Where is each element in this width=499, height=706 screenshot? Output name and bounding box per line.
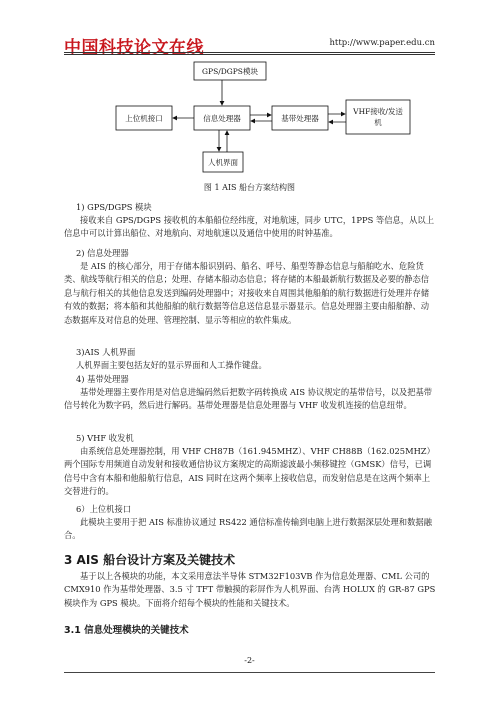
section-6 — [76, 503, 432, 516]
section-4-body: 基带处理器主要作用是对信息进编码然后把数字码转换成 AIS 协议规定的基带信号，以及把基带信号转化为数字码，然后进行解码。基带处理器是信息处理器与 VHF 收发机连接的信息纽带。 — [64, 387, 433, 411]
baseband-label: 基带处理器 — [281, 114, 319, 123]
upper-label: 上位机接口 — [125, 114, 163, 123]
section-6-body-wrap — [64, 516, 436, 543]
section-4 — [76, 373, 432, 386]
section-3-intro: 基于以上各模块的功能，本文采用意法半导体 STM32F103VB 作为信息处理器、CML 公司的 CMX910 作为基带处理器、3.5 寸 TFT 带触摸的彩屏作为人机界面、台湾 HOLUX 的 GR-87 GPS 模块作为 GPS 模块。下面将介绍每个模块的性能和关键技术。 — [64, 571, 436, 608]
figure-caption: 图 1 AIS 船台方案结构图 — [203, 183, 296, 192]
section-5-body: 由系统信息处理器控制，用 VHF CH87B（161.945MHZ）、VHF CH88B（162.025MHZ）两个国际专用频道自动发射和接收通信协议方案规定的高斯滤波最小频移键控（GMSK）信号，已调信号中含有本船和他船航行信息，AIS 同时在这两个频率上接收信息，而发射信息是在这两个频率上交替进行的。 — [64, 446, 435, 497]
section-heading-3: 3 AIS 船台设计方案及关键技术 — [64, 553, 236, 567]
section-1 — [76, 201, 432, 214]
bottom-rule — [64, 672, 435, 673]
section-1-body: 接收来自 GPS/DGPS 接收机的本船船位经纬度，对地航速，同步 UTC，1PPS 等信息，从以上信息中可以计算出船位、对地航向、对地航速以及通信中使用的时钟基准。 — [64, 215, 434, 239]
subsection-heading-3-1: 3.1 信息处理模块的关键技术 — [64, 625, 189, 636]
gps-label: GPS/DGPS模块 — [202, 67, 258, 76]
section-3-body: 人机界面主要包括友好的显示界面和人工操作键盘。 — [76, 360, 267, 371]
section-5-title: 5) VHF 收发机 — [76, 433, 134, 443]
section-1-title: 1) GPS/DGPS 模块 — [76, 202, 152, 212]
section-2 — [76, 247, 432, 260]
section-3-intro-wrap — [64, 570, 436, 610]
section-6-title: 6）上位机接口 — [76, 504, 132, 514]
ais-structure-diagram — [0, 0, 499, 200]
section-1-body-wrap — [64, 214, 436, 241]
info-label: 信息处理器 — [203, 114, 241, 123]
section-5-body-wrap — [64, 445, 436, 499]
vhf-label-line1: VHF接收/发送 — [353, 107, 403, 116]
section-3 — [76, 346, 432, 373]
hmi-label: 人机界面 — [208, 158, 238, 167]
section-2-body: 是 AIS 的核心部分，用于存储本船识别码、船名、呼号、船型等静态信息与船舶吃水、危险货类、航线等航行相关的信息；处理、存储本船动态信息；将存储的本船最新航行数据及必要的静态信息与航行相关的其他信息发送到编码处理器中；对接收来自周围其他船舶的航行数据进行处理并存储有效的数据；将本船和其他船舶的航行数据等信息送信息显示器显示。信息处理器主要由船舶静、动态数据库及对信息的处理、管理控制、显示等相应的软件集成。 — [64, 261, 430, 325]
section-5 — [76, 432, 432, 445]
page-number: -2- — [244, 656, 255, 665]
section-4-title: 4) 基带处理器 — [76, 374, 129, 384]
section-2-body-wrap — [64, 260, 436, 327]
section-6-body: 此模块主要用于把 AIS 标准协议通过 RS422 通信标准传输到电脑上进行数据深层处理和数据融合。 — [64, 517, 432, 541]
section-2-title: 2) 信息处理器 — [76, 248, 129, 258]
section-4-body-wrap — [64, 386, 436, 413]
section-3-title: 3)AIS 人机界面 — [76, 347, 136, 357]
vhf-transceiver-box — [346, 100, 410, 134]
vhf-label-line2: 机 — [374, 118, 382, 127]
header-url[interactable]: http://www.paper.edu.cn — [329, 38, 435, 48]
journal-logo: 中国科技论文在线 — [64, 38, 204, 58]
